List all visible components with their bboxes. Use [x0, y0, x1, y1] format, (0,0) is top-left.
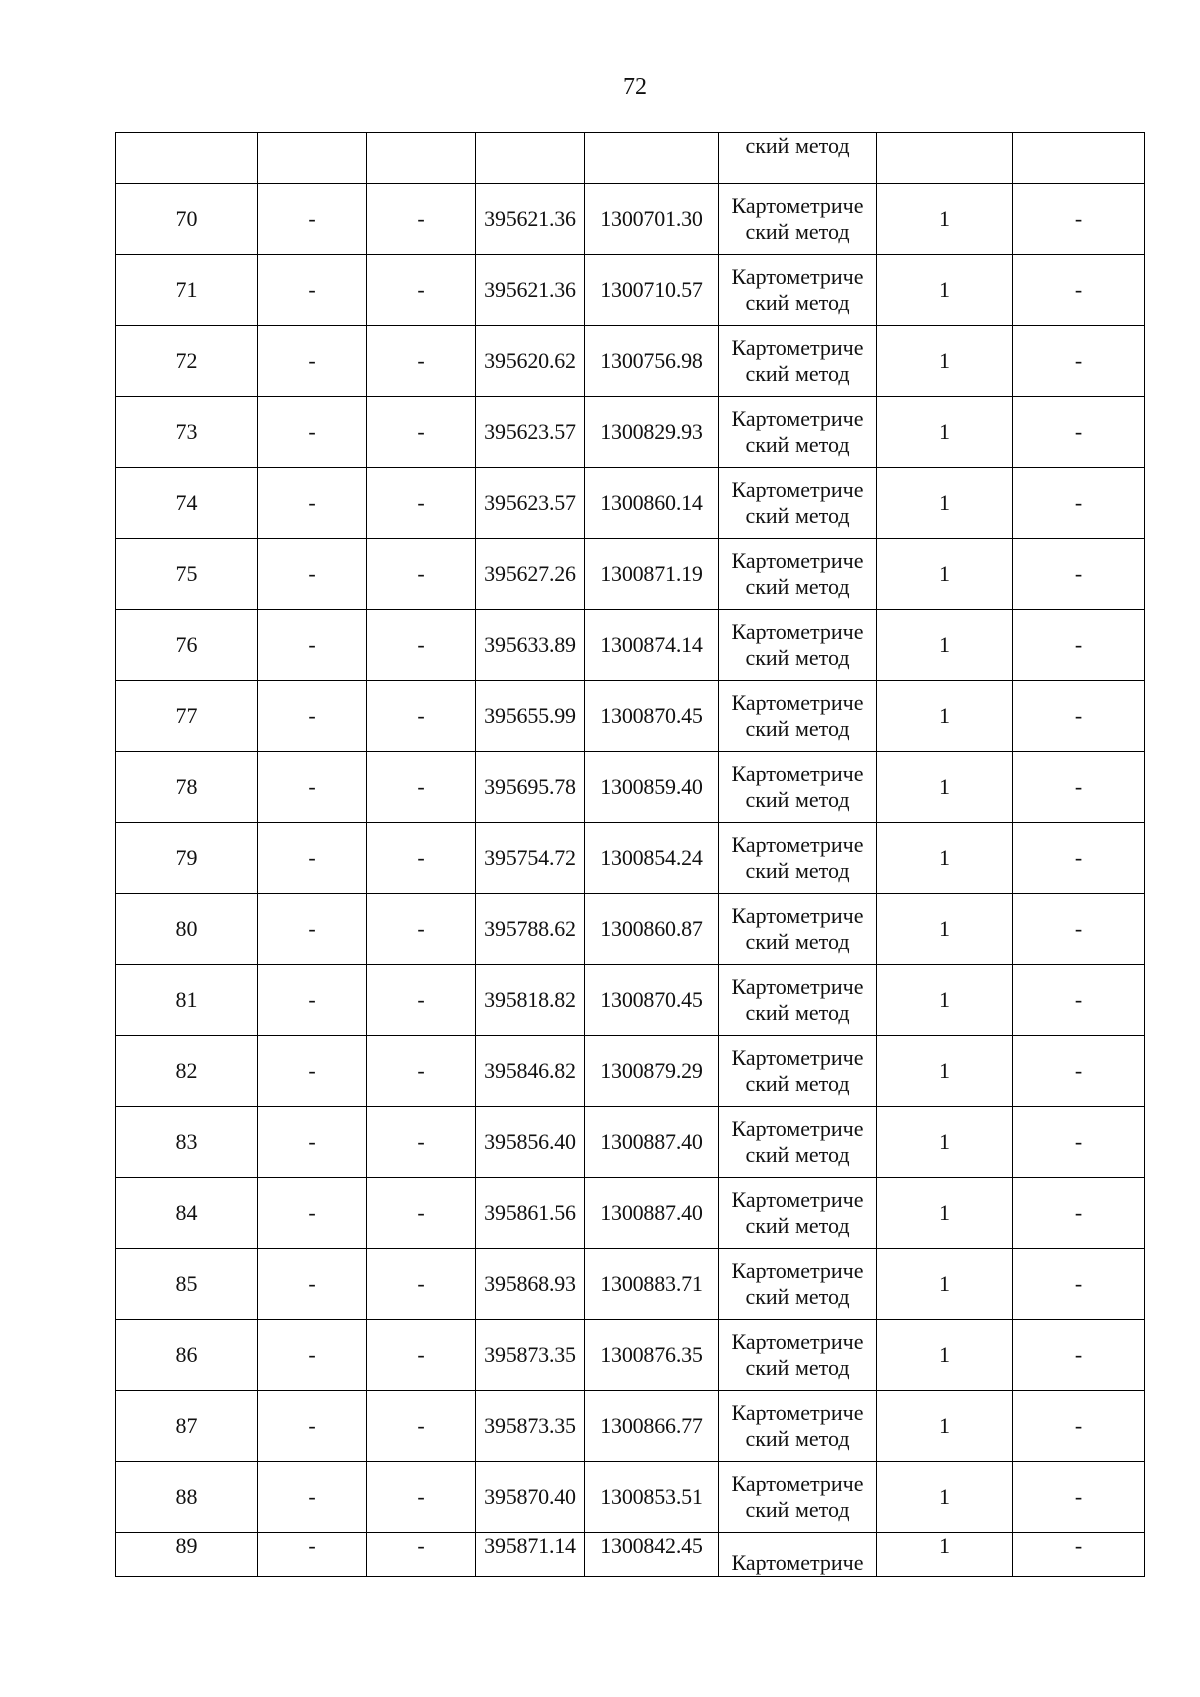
method-cell — [719, 1320, 877, 1391]
table-row — [116, 255, 1145, 326]
method-line-2: ский метод — [745, 1497, 850, 1522]
method-line-2: ский метод — [745, 1071, 850, 1096]
accuracy-cell: 1 — [877, 1249, 1013, 1320]
table-row — [116, 184, 1145, 255]
method-cell — [719, 965, 877, 1036]
dash-cell: - — [258, 1107, 367, 1178]
dash-cell: - — [258, 894, 367, 965]
method-line-2: ский метод — [745, 1355, 850, 1380]
point-number-cell: 78 — [116, 752, 258, 823]
dash-cell: - — [258, 1320, 367, 1391]
method-line-1: Картометриче — [731, 548, 864, 573]
dash-cell: - — [258, 184, 367, 255]
y-coordinate-cell: 1300860.14 — [585, 468, 719, 539]
x-coordinate-cell: 395871.14 — [476, 1533, 585, 1577]
dash-cell: - — [367, 1462, 476, 1533]
accuracy-cell: 1 — [877, 255, 1013, 326]
y-coordinate-cell: 1300853.51 — [585, 1462, 719, 1533]
method-cell — [719, 326, 877, 397]
method-line-1: Картометриче — [731, 903, 864, 928]
dash-cell: - — [367, 1249, 476, 1320]
table-row — [116, 1249, 1145, 1320]
point-number-cell: 71 — [116, 255, 258, 326]
x-coordinate-cell: 395754.72 — [476, 823, 585, 894]
note-cell: - — [1013, 397, 1145, 468]
point-number-cell: 76 — [116, 610, 258, 681]
accuracy-cell: 1 — [877, 397, 1013, 468]
x-coordinate-cell: 395633.89 — [476, 610, 585, 681]
method-cell — [719, 681, 877, 752]
dash-cell: - — [258, 681, 367, 752]
x-coordinate-cell: 395621.36 — [476, 184, 585, 255]
dash-cell: - — [258, 610, 367, 681]
x-coordinate-cell: 395620.62 — [476, 326, 585, 397]
x-coordinate-cell: 395623.57 — [476, 468, 585, 539]
method-line-1: Картометриче — [731, 1400, 864, 1425]
dash-cell: - — [258, 752, 367, 823]
method-line-2: ский метод — [745, 503, 850, 528]
dash-cell: - — [367, 184, 476, 255]
note-cell: - — [1013, 1391, 1145, 1462]
point-number-cell: 87 — [116, 1391, 258, 1462]
table-row — [116, 823, 1145, 894]
method-line-2: ский метод — [745, 645, 850, 670]
point-number-cell: 74 — [116, 468, 258, 539]
point-number-cell: 83 — [116, 1107, 258, 1178]
x-coordinate-cell: 395873.35 — [476, 1391, 585, 1462]
dash-cell: - — [367, 1391, 476, 1462]
dash-cell: - — [367, 965, 476, 1036]
accuracy-cell: 1 — [877, 894, 1013, 965]
method-line-1: Картометриче — [731, 690, 864, 715]
table-row — [116, 1036, 1145, 1107]
y-coordinate-cell: 1300829.93 — [585, 397, 719, 468]
table-row — [116, 681, 1145, 752]
point-number-cell: 73 — [116, 397, 258, 468]
point-number-cell: 82 — [116, 1036, 258, 1107]
dash-cell: - — [258, 965, 367, 1036]
method-line-1: Картометриче — [731, 1045, 864, 1070]
x-coordinate-cell: 395623.57 — [476, 397, 585, 468]
y-coordinate-cell: 1300701.30 — [585, 184, 719, 255]
note-cell: - — [1013, 1107, 1145, 1178]
y-coordinate-cell: 1300866.77 — [585, 1391, 719, 1462]
y-coordinate-cell: 1300854.24 — [585, 823, 719, 894]
method-line-2: ский метод — [745, 219, 850, 244]
method-cell — [719, 823, 877, 894]
note-cell: - — [1013, 1249, 1145, 1320]
dash-cell: - — [258, 1178, 367, 1249]
table-row — [116, 965, 1145, 1036]
method-cell: ский метод — [719, 133, 877, 184]
method-line-2: ский метод — [745, 574, 850, 599]
y-coordinate-cell: 1300756.98 — [585, 326, 719, 397]
table-row — [116, 1533, 1145, 1577]
method-line-1: Картометриче — [731, 974, 864, 999]
table-row — [116, 539, 1145, 610]
method-line-1: Картометриче — [731, 1471, 864, 1496]
method-line-1: Картометриче — [731, 477, 864, 502]
x-coordinate-cell: 395870.40 — [476, 1462, 585, 1533]
note-cell: - — [1013, 539, 1145, 610]
table-row — [116, 1462, 1145, 1533]
table-row — [116, 610, 1145, 681]
method-line-2: ский метод — [745, 858, 850, 883]
dash-cell: - — [367, 326, 476, 397]
accuracy-cell: 1 — [877, 1107, 1013, 1178]
note-cell: - — [1013, 610, 1145, 681]
method-cell — [719, 1462, 877, 1533]
accuracy-cell: 1 — [877, 539, 1013, 610]
note-cell: - — [1013, 894, 1145, 965]
note-cell: - — [1013, 965, 1145, 1036]
accuracy-cell: 1 — [877, 1178, 1013, 1249]
note-cell: - — [1013, 1462, 1145, 1533]
point-number-cell: 77 — [116, 681, 258, 752]
x-coordinate-cell: 395788.62 — [476, 894, 585, 965]
dash-cell: - — [367, 1036, 476, 1107]
method-cell — [719, 1391, 877, 1462]
table-row — [116, 1178, 1145, 1249]
method-line-1: Картометриче — [731, 1258, 864, 1283]
y-coordinate-cell: 1300887.40 — [585, 1178, 719, 1249]
point-number-cell: 75 — [116, 539, 258, 610]
method-cell: Картометриче — [719, 1533, 877, 1577]
method-line-1: Картометриче — [731, 619, 864, 644]
note-cell: - — [1013, 468, 1145, 539]
method-cell — [719, 752, 877, 823]
method-cell — [719, 1107, 877, 1178]
dash-cell: - — [258, 1462, 367, 1533]
dash-cell: - — [367, 1107, 476, 1178]
dash-cell: - — [367, 894, 476, 965]
method-line-1: Картометриче — [731, 193, 864, 218]
x-coordinate-cell: 395695.78 — [476, 752, 585, 823]
method-cell — [719, 1178, 877, 1249]
point-number-cell: 86 — [116, 1320, 258, 1391]
dash-cell: - — [258, 468, 367, 539]
method-cell — [719, 894, 877, 965]
dash-cell: - — [258, 1533, 367, 1577]
method-line-2: ский метод — [745, 1000, 850, 1025]
accuracy-cell: 1 — [877, 965, 1013, 1036]
point-number-cell: 85 — [116, 1249, 258, 1320]
method-line-1: Картометриче — [731, 264, 864, 289]
accuracy-cell: 1 — [877, 681, 1013, 752]
note-cell: - — [1013, 326, 1145, 397]
note-cell: - — [1013, 823, 1145, 894]
accuracy-cell: 1 — [877, 184, 1013, 255]
note-cell: - — [1013, 1320, 1145, 1391]
method-line-2: ский метод — [745, 432, 850, 457]
table-row — [116, 326, 1145, 397]
table-row — [116, 894, 1145, 965]
dash-cell: - — [367, 1178, 476, 1249]
dash-cell: - — [367, 610, 476, 681]
method-line-1: Картометриче — [731, 761, 864, 786]
dash-cell: - — [367, 468, 476, 539]
x-coordinate-cell: 395868.93 — [476, 1249, 585, 1320]
note-cell: - — [1013, 255, 1145, 326]
dash-cell: - — [258, 397, 367, 468]
y-coordinate-cell: 1300870.45 — [585, 681, 719, 752]
x-coordinate-cell: 395818.82 — [476, 965, 585, 1036]
y-coordinate-cell: 1300874.14 — [585, 610, 719, 681]
y-coordinate-cell: 1300859.40 — [585, 752, 719, 823]
dash-cell: - — [367, 681, 476, 752]
dash-cell: - — [258, 1249, 367, 1320]
table-row — [116, 752, 1145, 823]
method-line-2: ский метод — [745, 716, 850, 741]
accuracy-cell: 1 — [877, 1462, 1013, 1533]
accuracy-cell: 1 — [877, 468, 1013, 539]
method-line-1: Картометриче — [731, 406, 864, 431]
table-row — [116, 1320, 1145, 1391]
table-row — [116, 468, 1145, 539]
accuracy-cell: 1 — [877, 1391, 1013, 1462]
x-coordinate-cell: 395861.56 — [476, 1178, 585, 1249]
method-cell — [719, 1249, 877, 1320]
note-cell: - — [1013, 1036, 1145, 1107]
x-coordinate-cell: 395846.82 — [476, 1036, 585, 1107]
page-number: 72 — [623, 74, 647, 100]
method-line-2: ский метод — [745, 1213, 850, 1238]
y-coordinate-cell: 1300871.19 — [585, 539, 719, 610]
method-cell — [719, 468, 877, 539]
dash-cell: - — [367, 1533, 476, 1577]
method-line-2: ский метод — [745, 1142, 850, 1167]
dash-cell: - — [258, 823, 367, 894]
method-cell — [719, 539, 877, 610]
y-coordinate-cell: 1300883.71 — [585, 1249, 719, 1320]
accuracy-cell: 1 — [877, 610, 1013, 681]
method-cell — [719, 255, 877, 326]
method-cell — [719, 1036, 877, 1107]
x-coordinate-cell: 395873.35 — [476, 1320, 585, 1391]
coordinates-table — [115, 132, 1145, 1577]
y-coordinate-cell: 1300887.40 — [585, 1107, 719, 1178]
note-cell: - — [1013, 1178, 1145, 1249]
method-line-2: ский метод — [745, 929, 850, 954]
method-line-1: Картометриче — [731, 1187, 864, 1212]
dash-cell: - — [258, 1036, 367, 1107]
dash-cell: - — [367, 823, 476, 894]
accuracy-cell: 1 — [877, 1036, 1013, 1107]
method-line-1: Картометриче — [731, 335, 864, 360]
point-number-cell: 84 — [116, 1178, 258, 1249]
point-number-cell: 79 — [116, 823, 258, 894]
dash-cell: - — [258, 539, 367, 610]
table-row — [116, 397, 1145, 468]
dash-cell: - — [258, 326, 367, 397]
y-coordinate-cell: 1300842.45 — [585, 1533, 719, 1577]
dash-cell: - — [367, 752, 476, 823]
method-line-2: ский метод — [745, 787, 850, 812]
accuracy-cell: 1 — [877, 1533, 1013, 1577]
x-coordinate-cell: 395627.26 — [476, 539, 585, 610]
method-line-1: Картометриче — [731, 1116, 864, 1141]
dash-cell: - — [258, 255, 367, 326]
note-cell: - — [1013, 184, 1145, 255]
method-cell — [719, 397, 877, 468]
note-cell: - — [1013, 1533, 1145, 1577]
y-coordinate-cell: 1300879.29 — [585, 1036, 719, 1107]
accuracy-cell: 1 — [877, 823, 1013, 894]
note-cell: - — [1013, 752, 1145, 823]
accuracy-cell: 1 — [877, 326, 1013, 397]
dash-cell: - — [367, 1320, 476, 1391]
point-number-cell: 88 — [116, 1462, 258, 1533]
table-row — [116, 1391, 1145, 1462]
x-coordinate-cell: 395655.99 — [476, 681, 585, 752]
dash-cell: - — [258, 1391, 367, 1462]
y-coordinate-cell: 1300876.35 — [585, 1320, 719, 1391]
table-row-continued — [116, 133, 1145, 184]
accuracy-cell: 1 — [877, 752, 1013, 823]
point-number-cell: 70 — [116, 184, 258, 255]
method-line-2: ский метод — [745, 1426, 850, 1451]
method-line-2: ский метод — [745, 290, 850, 315]
x-coordinate-cell: 395621.36 — [476, 255, 585, 326]
method-line-2: ский метод — [745, 1284, 850, 1309]
method-cell — [719, 610, 877, 681]
note-cell: - — [1013, 681, 1145, 752]
table-row — [116, 1107, 1145, 1178]
y-coordinate-cell: 1300870.45 — [585, 965, 719, 1036]
method-cell — [719, 184, 877, 255]
method-line-2: ский метод — [745, 361, 850, 386]
accuracy-cell: 1 — [877, 1320, 1013, 1391]
point-number-cell: 89 — [116, 1533, 258, 1577]
method-line-1: Картометриче — [731, 1329, 864, 1354]
point-number-cell: 72 — [116, 326, 258, 397]
dash-cell: - — [367, 397, 476, 468]
dash-cell: - — [367, 255, 476, 326]
method-line-1: Картометриче — [731, 832, 864, 857]
point-number-cell: 81 — [116, 965, 258, 1036]
x-coordinate-cell: 395856.40 — [476, 1107, 585, 1178]
point-number-cell: 80 — [116, 894, 258, 965]
dash-cell: - — [367, 539, 476, 610]
y-coordinate-cell: 1300710.57 — [585, 255, 719, 326]
y-coordinate-cell: 1300860.87 — [585, 894, 719, 965]
